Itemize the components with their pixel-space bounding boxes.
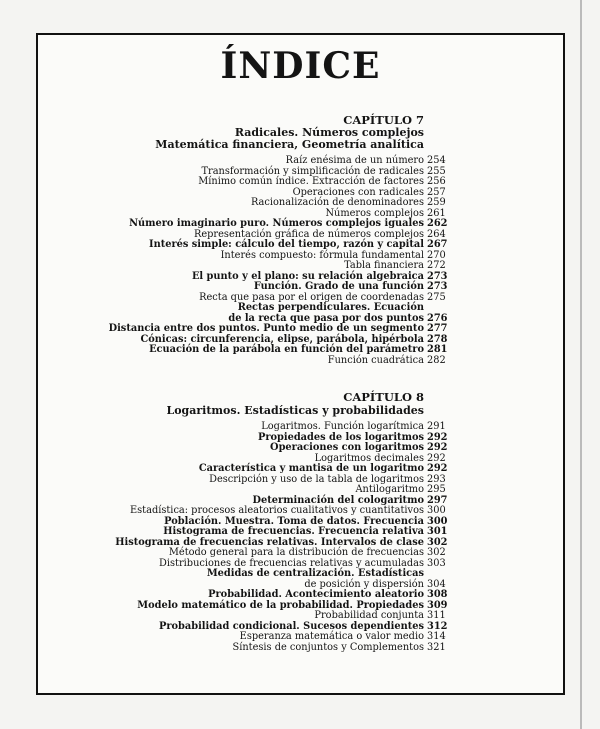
chapter-8-subtitle: Logaritmos. Estadísticas y probabilidades xyxy=(166,404,424,417)
toc-entry xyxy=(38,356,563,367)
toc-entry-title: Método general para la distribución de frecuencias xyxy=(168,547,424,558)
toc-entry xyxy=(38,261,563,272)
toc-entry-title: Población. Muestra. Toma de datos. Frecuencia xyxy=(164,515,424,527)
toc-entry xyxy=(38,303,563,314)
toc-entry-page: 264 xyxy=(427,228,446,240)
toc-entry-title: Logaritmos decimales xyxy=(314,452,424,464)
toc-entry-page: 302 xyxy=(427,547,446,558)
toc-entry-title: Tabla financiera xyxy=(344,260,424,271)
toc-entry-title: Probabilidad. Acontecimiento aleatorio xyxy=(208,589,424,600)
toc-entry-title: Números complejos xyxy=(325,207,424,219)
toc-entry-page: 297 xyxy=(427,494,448,506)
toc-entry-title: Cónicas: circunferencia, elipse, parábola, hipérbola xyxy=(140,333,424,345)
toc-entry-page: 291 xyxy=(427,421,446,432)
toc-entry-title: Histograma de frecuencias. Frecuencia relativa xyxy=(163,526,424,537)
toc-entry-title: Antilogaritmo xyxy=(355,484,424,495)
chapter-7-entries xyxy=(38,156,563,366)
toc-entry-page: 267 xyxy=(427,239,448,250)
toc-entry-page: 282 xyxy=(427,354,446,366)
toc-entry-title: Determinación del cologaritmo xyxy=(252,494,424,506)
toc-entry-page: 254 xyxy=(427,155,446,166)
toc-entry-title: Estadística: procesos aleatorios cualitativos y cuantitativos xyxy=(129,505,424,516)
toc-entry-page: 309 xyxy=(427,599,448,611)
toc-entry-title: Histograma de frecuencias relativas. Intervalos de clase xyxy=(115,536,424,548)
toc-entry-title: Función cuadrática xyxy=(327,354,424,366)
toc-entry-page: 257 xyxy=(427,186,446,198)
toc-entry-title: Raíz enésima de un número xyxy=(285,155,424,166)
toc-entry-page: 301 xyxy=(427,526,448,537)
toc-entry xyxy=(38,240,563,251)
toc-entry-page: 278 xyxy=(427,333,448,345)
chapter-8-entries xyxy=(38,422,563,653)
toc-entry-page: 281 xyxy=(427,344,448,355)
toc-entry-title: Distribuciones de frecuencias relativas y acumuladas xyxy=(159,557,424,569)
toc-entry-title: Interés simple: cálculo del tiempo, razón y capital xyxy=(148,239,424,250)
toc-entry-title: Propiedades de los logaritmos xyxy=(257,431,424,443)
toc-entry-page: 321 xyxy=(427,641,446,653)
toc-entry-page: 311 xyxy=(427,610,446,621)
toc-entry-title: Función. Grado de una función xyxy=(253,281,424,292)
toc-entry-page: 276 xyxy=(427,312,448,324)
toc-entry-title: Transformación y simplificación de radicales xyxy=(201,165,424,177)
toc-entry xyxy=(38,643,563,654)
toc-entry-page: 273 xyxy=(427,281,448,292)
toc-entry-page: 277 xyxy=(427,323,448,334)
toc-entry xyxy=(38,156,563,167)
toc-entry xyxy=(38,601,563,612)
toc-entry xyxy=(38,569,563,580)
toc-entry-page: 259 xyxy=(427,197,446,208)
toc-entry-title: de posición y dispersión xyxy=(304,578,424,590)
toc-entry xyxy=(38,464,563,475)
toc-entry-title: Interés compuesto: fórmula fundamental xyxy=(220,249,424,261)
toc-entry xyxy=(38,611,563,622)
toc-entry-page: 255 xyxy=(427,165,446,177)
toc-entry xyxy=(38,282,563,293)
page-title: ÍNDICE xyxy=(220,45,381,87)
toc-entry-page: 295 xyxy=(427,484,446,495)
toc-entry-page: 300 xyxy=(427,515,448,527)
toc-entry-title: Racionalización de denominadores xyxy=(250,197,424,208)
toc-entry xyxy=(38,485,563,496)
toc-entry-page: 308 xyxy=(427,589,448,600)
toc-entry xyxy=(38,506,563,517)
toc-entry xyxy=(38,324,563,335)
toc-entry xyxy=(38,475,563,486)
toc-entry xyxy=(38,345,563,356)
toc-entry xyxy=(38,443,563,454)
toc-entry-title: Número imaginario puro. Números complejos iguales xyxy=(129,218,424,229)
toc-entry-title: Operaciones con logaritmos xyxy=(270,442,424,453)
toc-entry-title: Probabilidad condicional. Sucesos dependientes xyxy=(158,620,424,632)
toc-entry-title: Ecuación de la parábola en función del parámetro xyxy=(149,344,424,355)
toc-entry-title: Modelo matemático de la probabilidad. Propiedades xyxy=(137,599,424,611)
toc-entry-title: Logaritmos. Función logarítmica xyxy=(261,421,424,432)
toc-entry xyxy=(38,177,563,188)
toc-entry-title: Característica y mantisa de un logaritmo xyxy=(198,463,424,474)
toc-entry-page: 293 xyxy=(427,473,446,485)
toc-entry-page: 292 xyxy=(427,452,446,464)
toc-entry xyxy=(38,548,563,559)
toc-entry-page: 312 xyxy=(427,620,448,632)
toc-entry-title: Mínimo común índice. Extracción de factores xyxy=(198,176,424,187)
toc-entry-title: de la recta que pasa por dos puntos xyxy=(228,312,424,324)
toc-entry-page: 273 xyxy=(427,270,448,282)
toc-entry-title: Distancia entre dos puntos. Punto medio de un segmento xyxy=(108,323,424,334)
toc-entry-page: 272 xyxy=(427,260,446,271)
toc-entry xyxy=(38,219,563,230)
toc-entry xyxy=(38,590,563,601)
index-frame xyxy=(36,33,565,695)
chapter-7-subtitle: Radicales. Números complejos xyxy=(234,126,424,139)
chapter-8-label: CAPÍTULO 8 xyxy=(343,390,424,404)
toc-entry-page: 292 xyxy=(427,431,448,443)
toc-entry-title: Operaciones con radicales xyxy=(292,186,424,198)
toc-entry-title: Representación gráfica de números complejos xyxy=(193,228,424,240)
chapter-7-label: CAPÍTULO 7 xyxy=(343,113,424,127)
toc-entry-title: El punto y el plano: su relación algebraica xyxy=(191,270,424,282)
toc-entry-page: 303 xyxy=(427,557,446,569)
toc-entry xyxy=(38,422,563,433)
toc-entry-title: Descripción y uso de la tabla de logaritmos xyxy=(209,473,424,485)
toc-entry-page: 262 xyxy=(427,218,448,229)
toc-entry xyxy=(38,632,563,643)
toc-entry-title: Medidas de centralización. Estadísticas xyxy=(206,568,424,579)
toc-entry-page: 304 xyxy=(427,578,446,590)
toc-entry-page: 300 xyxy=(427,505,446,516)
toc-entry xyxy=(38,527,563,538)
toc-entry-page: 275 xyxy=(427,291,446,303)
toc-entry-title: Recta que pasa por el origen de coordenadas xyxy=(199,291,424,303)
page-edge-line xyxy=(580,0,582,729)
toc-entry-page: 256 xyxy=(427,176,446,187)
toc-entry xyxy=(38,198,563,209)
toc-entry-page: 261 xyxy=(427,207,446,219)
toc-entry-page: 270 xyxy=(427,249,446,261)
toc-entry xyxy=(38,251,563,262)
toc-entry-title: Esperanza matemática o valor medio xyxy=(239,631,424,642)
toc-entry-title: Rectas perpendiculares. Ecuación xyxy=(237,302,424,313)
toc-entry-page: 314 xyxy=(427,631,446,642)
toc-entry-page: 292 xyxy=(427,463,448,474)
chapter-7-subtitle-2: Matemática financiera, Geometría analítica xyxy=(155,138,424,151)
toc-entry-page: 292 xyxy=(427,442,448,453)
toc-entry-page: 302 xyxy=(427,536,448,548)
toc-entry-title: Síntesis de conjuntos y Complementos xyxy=(232,641,424,653)
toc-entry-title: Probabilidad conjunta xyxy=(314,610,424,621)
